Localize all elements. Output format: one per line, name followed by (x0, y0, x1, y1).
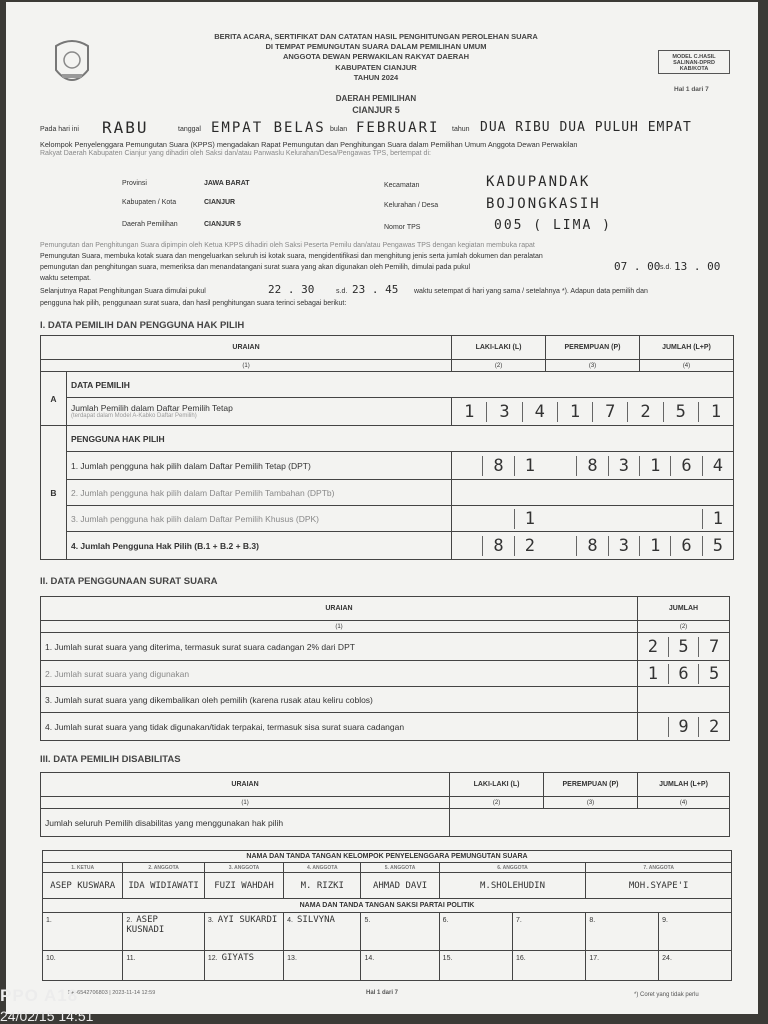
row-label: 4. Jumlah surat suara yang tidak digunakan/tidak terpakai, termasuk sisa surat suara cadangan (41, 713, 638, 741)
digit-cell: 2 (514, 536, 545, 556)
number-grid (452, 536, 733, 556)
signature-cell: 7. ANGGOTA (586, 863, 732, 873)
saksi-number: 7. (516, 917, 522, 924)
barcode-text: BA-6542706803 | 2023-11-14 12:59 (68, 990, 156, 996)
saksi-number: 15. (442, 955, 453, 962)
saksi-cell (284, 951, 361, 981)
row-label: Jumlah Pemilih dalam Daftar Pemilih Tetap (70, 403, 233, 414)
saksi-cell (659, 951, 732, 981)
form-page (6, 2, 758, 1014)
digit-cell: 8 (482, 456, 513, 476)
saksi-number: 17. (589, 955, 600, 962)
signature-cell: ASEP KUSWARA (43, 873, 123, 899)
para-4: waktu setempat. (40, 275, 91, 282)
digit-cell: 5 (702, 536, 733, 556)
saksi-number: 2. (126, 917, 133, 924)
row-title: DATA PEMILIH (66, 372, 733, 398)
header-line-4: KABUPATEN CIANJUR (335, 63, 417, 72)
col-number: (1) (41, 621, 638, 633)
intro-tanggal: tanggal (178, 126, 201, 133)
intro-bulan-value: FEBRUARI (356, 120, 440, 136)
kecamatan-value: KADUPANDAK (486, 174, 591, 190)
saksi-cell (361, 951, 439, 981)
digit-cell: 4 (702, 456, 733, 476)
saksi-name: AYI SUKARDI (217, 915, 278, 925)
table-section-2 (40, 596, 730, 741)
intro-text-2: Rakyat Daerah Kabupaten Cianjur yang dihadiri oleh Saksi dan/atau Panwaslu Kelurahan/Desa/Pengawas TPS, bertempat di: (40, 150, 431, 157)
saksi-cell (123, 913, 204, 951)
signature-cell: 1. KETUA (43, 863, 123, 873)
kelurahan-value: BOJONGKASIH (486, 196, 601, 212)
saksi-name: GIYATS (221, 953, 255, 963)
col-uraian: URAIAN (41, 773, 450, 797)
digit-cell: 8 (482, 536, 513, 556)
signature-cell: 6. ANGGOTA (439, 863, 586, 873)
saksi-row-1 (43, 913, 732, 951)
col-jumlah: JUMLAH (638, 597, 730, 621)
digit-cell: 5 (663, 402, 698, 422)
col-number: (3) (546, 360, 640, 372)
digit-cell: 4 (522, 402, 557, 422)
col-perempuan: PEREMPUAN (P) (544, 773, 638, 797)
number-grid (452, 456, 733, 476)
section-letter: A (41, 372, 67, 426)
digit-cell: 3 (608, 536, 639, 556)
saksi-cell (43, 913, 123, 951)
signature-cell: M. RIZKI (284, 873, 361, 899)
intro-tahun: tahun (452, 126, 470, 133)
saksi-number: 10. (46, 955, 56, 962)
section-1-title: I. DATA PEMILIH DAN PENGGUNA HAK PILIH (40, 320, 245, 331)
number-grid (452, 509, 733, 529)
row-label: 3. Jumlah pengguna hak pilih dalam Daftar Pemilih Khusus (DPK) (66, 506, 451, 532)
saksi-number: 16. (516, 955, 526, 962)
col-uraian: URAIAN (41, 336, 452, 360)
col-uraian: URAIAN (41, 597, 638, 621)
kabupaten-label: Kabupaten / Kota (122, 199, 177, 206)
saksi-cell (659, 913, 732, 951)
digit-cell: 1 (514, 456, 545, 476)
saksi-number: 4. (287, 917, 293, 924)
saksi-number: 12. (207, 955, 218, 962)
camera-timestamp: 24/02/15 14:51 (0, 1008, 94, 1024)
digit-cell: 3 (486, 402, 521, 422)
signature-cell: M.SHOLEHUDIN (439, 873, 586, 899)
signature-cell: 4. ANGGOTA (284, 863, 361, 873)
digit-cell: 1 (557, 402, 592, 422)
model-box: MODEL C.HASIL SALINAN-DPRD KAB/KOTA (658, 50, 730, 74)
kpps-title: NAMA DAN TANDA TANGAN KELOMPOK PENYELENGGARA PEMUNGUTAN SUARA (43, 851, 732, 863)
digit-cell: 8 (576, 456, 607, 476)
provinsi-value: JAWA BARAT (204, 180, 250, 187)
saksi-cell (586, 913, 659, 951)
digit-cell: 3 (608, 456, 639, 476)
header-page-number: Hal 1 dari 7 (674, 86, 709, 93)
number-grid (452, 402, 733, 422)
para-5a: Selanjutnya Rapat Penghitungan Suara dimulai pukul (40, 288, 206, 295)
digit-cell: 8 (576, 536, 607, 556)
section-letter: B (41, 426, 67, 560)
col-number: (2) (452, 360, 546, 372)
digit-cell: 7 (592, 402, 627, 422)
col-jumlah: JUMLAH (L+P) (639, 336, 733, 360)
signature-cell: AHMAD DAVI (361, 873, 439, 899)
saksi-cell (123, 951, 204, 981)
start-time: 07 . 00 (614, 260, 661, 273)
col-number: (1) (41, 360, 452, 372)
kabupaten-value: CIANJUR (204, 199, 236, 206)
count-end-time: 23 . 45 (352, 283, 399, 296)
saksi-cell (439, 913, 512, 951)
intro-tahun-value: DUA RIBU DUA PULUH EMPAT (480, 120, 692, 135)
saksi-cell (439, 951, 512, 981)
dapil-value: CIANJUR 5 (204, 221, 241, 228)
header-line-3: ANGGOTA DEWAN PERWAKILAN RAKYAT DAERAH (282, 52, 470, 61)
digit-cell: 1 (639, 536, 670, 556)
tps-value: 005 ( LIMA ) (494, 218, 612, 233)
digit-cell: 1 (647, 663, 658, 684)
section-3-title: III. DATA PEMILIH DISABILITAS (40, 754, 181, 765)
col-laki: LAKI-LAKI (L) (452, 336, 546, 360)
signature-cell: IDA WIDIAWATI (123, 873, 204, 899)
tps-label: Nomor TPS (384, 224, 421, 231)
intro-pada-hari: Pada hari ini (40, 126, 79, 133)
col-number: (4) (639, 360, 733, 372)
row-label: 3. Jumlah surat suara yang dikembalikan oleh pemilih (karena rusak atau keliru coblos) (41, 687, 638, 713)
digit-cell: 6 (670, 456, 701, 476)
digit-cell: 5 (668, 637, 699, 657)
saksi-cell (513, 913, 586, 951)
intro-bulan: bulan (330, 126, 348, 133)
row-label: 1. Jumlah surat suara yang diterima, termasuk surat suara cadangan 2% dari DPT (41, 633, 638, 661)
number-grid (638, 717, 729, 737)
col-number: (2) (638, 621, 730, 633)
digit-cell: 1 (464, 401, 475, 422)
digit-cell: 1 (639, 456, 670, 476)
header-line-6: DAERAH PEMILIHAN (335, 94, 417, 103)
row-label: 2. Jumlah surat suara yang digunakan (41, 661, 638, 687)
signature-cell: MOH.SYAPE'I (586, 873, 732, 899)
kelurahan-label: Kelurahan / Desa (384, 202, 439, 209)
saksi-cell (43, 951, 123, 981)
saksi-number: 1. (46, 917, 52, 924)
start-sd: s.d. (660, 264, 672, 271)
signature-cell: FUZI WAHDAH (204, 873, 283, 899)
signature-cell: 3. ANGGOTA (204, 863, 283, 873)
digit-cell: 2 (698, 717, 729, 737)
digit-cell: 1 (698, 402, 733, 422)
row-sublabel: (terdapat dalam Model A-Kabko Daftar Pemilih) (70, 412, 197, 419)
saksi-number: 24. (662, 955, 672, 962)
table-section-3 (40, 772, 730, 837)
number-grid (638, 664, 729, 684)
intro-hari-value: RABU (102, 118, 149, 137)
saksi-name: SILVYNA (297, 915, 335, 925)
saksi-cell (361, 913, 439, 951)
digit-cell: 9 (668, 717, 699, 737)
digit-cell: 1 (514, 509, 545, 529)
kecamatan-label: Kecamatan (384, 182, 420, 189)
saksi-number: 9. (662, 917, 668, 924)
saksi-number: 8. (589, 917, 596, 924)
saksi-cell (204, 913, 283, 951)
table-section-1 (40, 335, 734, 560)
row-label: Jumlah seluruh Pemilih disabilitas yang menggunakan hak pilih (41, 809, 450, 837)
col-number: (4) (638, 797, 730, 809)
header-line-5: TAHUN 2024 (353, 73, 399, 82)
col-number: (1) (41, 797, 450, 809)
saksi-cell (586, 951, 659, 981)
row-label: 1. Jumlah pengguna hak pilih dalam Daftar Pemilih Tetap (DPT) (66, 452, 451, 480)
kpps-names-row (43, 873, 732, 899)
kpps-roles-row (43, 863, 732, 873)
col-jumlah: JUMLAH (L+P) (638, 773, 730, 797)
intro-text-1: Kelompok Penyelenggara Pemungutan Suara (KPPS) mengadakan Rapat Pemungutan dan Penghitungan Suara dalam Pemilihan Umum Anggota Dewan Perwakilan (40, 140, 578, 149)
dapil-label: Daerah Pemilihan (122, 221, 178, 228)
para-6: pengguna hak pilih, penggunaan surat suara, dan hasil penghitungan suara terinci sebagai berikut: (40, 300, 347, 307)
saksi-name: ASEP KUSNADI (126, 915, 165, 935)
saksi-number: 3. (207, 917, 214, 924)
intro-tanggal-value: EMPAT BELAS (211, 120, 326, 136)
digit-cell: 5 (698, 664, 729, 684)
para-1: Pemungutan dan Penghitungan Suara dipimpin oleh Ketua KPPS dihadiri oleh Saksi Peserta Pemilu dan/atau Pengawas TPS dengan kegiatan membuka rapat (40, 242, 535, 249)
saksi-cell (513, 951, 586, 981)
saksi-title: NAMA DAN TANDA TANGAN SAKSI PARTAI POLITIK (43, 899, 732, 913)
para-3: pemungutan dan penghitungan suara, memeriksa dan menandatangani surat suara yang akan digunakan oleh Pemilih, dimulai pada pukul (40, 264, 471, 271)
header-line-7: CIANJUR 5 (352, 105, 400, 115)
count-start-time: 22 . 30 (268, 283, 315, 296)
para-2: Pemungutan Suara, membuka kotak suara dan mengeluarkan seluruh isi kotak suara, mengidentifikasi dan menghitung jenis serta jumlah dokumen dan peralatan (40, 253, 543, 260)
count-sd: s.d. (336, 288, 348, 295)
col-perempuan: PEREMPUAN (P) (546, 336, 640, 360)
header-line-2: DI TEMPAT PEMUNGUTAN SUARA DALAM PEMILIHAN UMUM (265, 42, 487, 51)
footer-note: *) Coret yang tidak perlu (634, 992, 699, 998)
saksi-row-2 (43, 951, 732, 981)
saksi-number: 13. (287, 955, 297, 962)
row-label: 4. Jumlah Pengguna Hak Pilih (B.1 + B.2 + B.3) (66, 532, 451, 560)
section-2-title: II. DATA PENGGUNAAN SURAT SUARA (40, 576, 218, 587)
header-line-1: BERITA ACARA, SERTIFIKAT DAN CATATAN HASIL PENGHITUNGAN PEROLEHAN SUARA (214, 32, 538, 41)
row-label: 2. Jumlah pengguna hak pilih dalam Daftar Pemilih Tambahan (DPTb) (66, 480, 451, 506)
digit-cell: 7 (698, 637, 729, 657)
col-number: (2) (450, 797, 544, 809)
digit-cell: 6 (670, 536, 701, 556)
digit-cell: 2 (647, 636, 658, 657)
saksi-cell (284, 913, 361, 951)
provinsi-label: Provinsi (122, 180, 147, 187)
signature-cell: 2. ANGGOTA (123, 863, 204, 873)
signature-cell: 5. ANGGOTA (361, 863, 439, 873)
col-number: (3) (544, 797, 638, 809)
digit-cell: 1 (702, 509, 733, 529)
digit-cell: 6 (668, 664, 699, 684)
para-5b: waktu setempat di hari yang sama / setelahnya *). Adapun data pemilih dan (414, 288, 648, 295)
saksi-number: 5. (364, 917, 371, 924)
saksi-number: 11. (126, 955, 136, 962)
camera-watermark: PPO A18 (0, 986, 79, 1005)
number-grid (638, 637, 729, 657)
digit-cell: 2 (627, 402, 662, 422)
col-laki: LAKI-LAKI (L) (450, 773, 544, 797)
footer-page: Hal 1 dari 7 (366, 990, 399, 996)
saksi-cell (204, 951, 283, 981)
signature-table (42, 850, 732, 981)
saksi-number: 6. (442, 917, 449, 924)
saksi-number: 14. (364, 955, 375, 962)
regency-emblem-icon (50, 36, 94, 92)
end-time: 13 . 00 (674, 260, 721, 273)
row-title: PENGGUNA HAK PILIH (66, 426, 733, 452)
